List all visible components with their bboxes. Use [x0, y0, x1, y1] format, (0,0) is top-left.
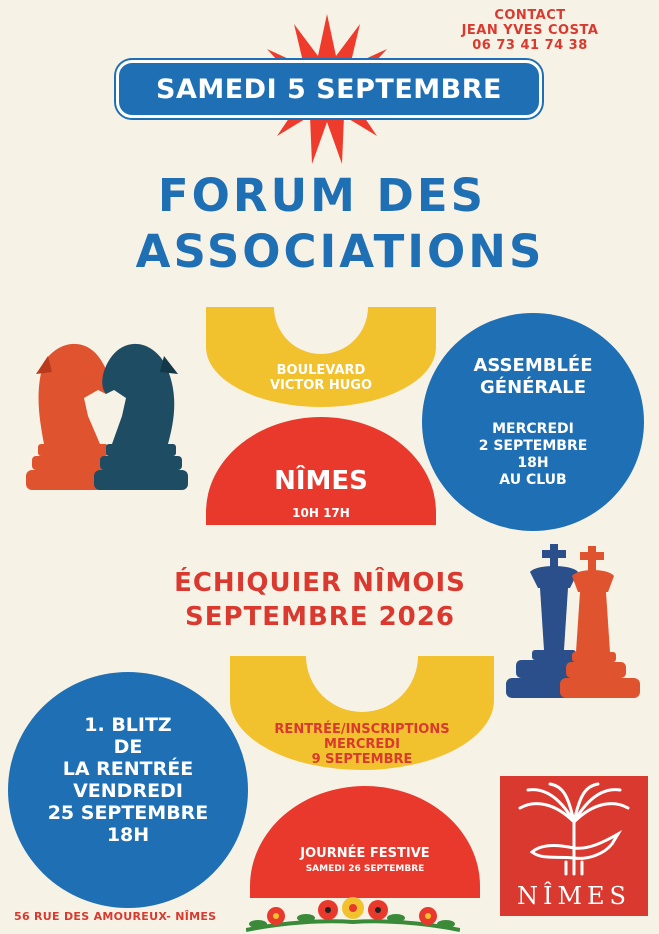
rentree-line-3: 9 SEPTEMBRE [311, 752, 413, 767]
forum-street [206, 363, 436, 393]
assembly-details [422, 421, 644, 489]
nimes-logo [500, 776, 648, 916]
club-season: SEPTEMBRE 2026 [185, 602, 455, 632]
blitz-line-4: VENDREDI [73, 780, 183, 802]
rentree-text [230, 722, 494, 767]
blitz-line-5: 25 SEPTEMBRE [47, 802, 209, 824]
address: 56 RUE DES AMOUREUX- NÎMES [14, 910, 217, 923]
assembly-title [422, 355, 644, 399]
chess-king-icon [496, 540, 650, 702]
blitz-line-2: DE [113, 736, 143, 758]
blitz-line-1: 1. BLITZ [84, 714, 172, 736]
blitz-circle [8, 672, 248, 908]
red-shape-festive [250, 786, 480, 898]
contact-phone: 06 73 41 74 38 [472, 38, 588, 53]
forum-street-line-1: BOULEVARD [276, 363, 366, 378]
contact-name: JEAN YVES COSTA [461, 23, 599, 38]
logo-text: NÎMES [516, 882, 631, 910]
title-line-2: ASSOCIATIONS [135, 225, 545, 278]
rentree-line-1: RENTRÉE/INSCRIPTIONS [274, 722, 450, 737]
forum-street-line-2: VICTOR HUGO [269, 378, 373, 393]
club-name: ÉCHIQUIER NÎMOIS [174, 568, 466, 598]
forum-city: NÎMES [274, 466, 368, 496]
chess-knight-icon [14, 332, 200, 496]
palm-crocodile-logo-icon [514, 782, 634, 878]
assembly-date: 2 SEPTEMBRE [478, 438, 588, 454]
title-line-1: FORUM DES [157, 169, 487, 222]
contact-heading: CONTACT [494, 8, 566, 23]
blitz-line-3: LA RENTRÉE [62, 758, 194, 780]
flower-garland-icon [246, 892, 460, 934]
blitz-text [8, 714, 248, 846]
assembly-title-line-2: GÉNÉRALE [480, 377, 586, 398]
assembly-title-line-1: ASSEMBLÉE [473, 355, 593, 376]
date-pill: SAMEDI 5 SEPTEMBRE [116, 60, 542, 118]
assembly-time: 18H [517, 455, 549, 471]
assembly-day: MERCREDI [492, 421, 574, 437]
contact-block [410, 8, 650, 53]
forum-hours: 10H 17H [292, 506, 350, 520]
rentree-line-2: MERCREDI [324, 737, 400, 752]
festive-title: JOURNÉE FESTIVE [300, 846, 430, 861]
assembly-circle [422, 313, 644, 531]
blitz-line-6: 18H [106, 824, 150, 846]
festive-date: SAMEDI 26 SEPTEMBRE [305, 864, 425, 874]
assembly-place: AU CLUB [499, 472, 567, 488]
